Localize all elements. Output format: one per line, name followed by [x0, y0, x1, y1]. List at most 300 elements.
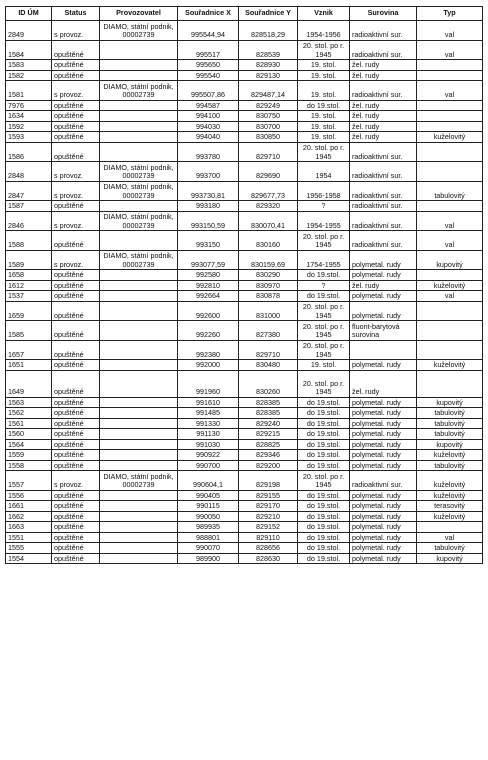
cell-y: 829130 [239, 70, 298, 81]
cell-typ: tabulovitý [417, 181, 483, 201]
cell-provozovatel [100, 511, 178, 522]
cell-x: 990070 [178, 543, 239, 554]
cell-id: 1589 [6, 250, 52, 270]
cell-provozovatel: DIAMO, státní podnik, 00002739 [100, 471, 178, 491]
cell-x: 992000 [178, 360, 239, 371]
cell-status: opuštěné [52, 60, 100, 71]
cell-status: opuštěné [52, 121, 100, 132]
cell-surovina: polymetal. rudy [350, 501, 417, 512]
cell-vznik: 20. stol. po r. 1945 [298, 142, 350, 162]
table-row [6, 321, 483, 341]
cell-id: 1659 [6, 301, 52, 321]
cell-surovina: žel. rudy [350, 132, 417, 143]
cell-provozovatel [100, 450, 178, 461]
cell-id: 1661 [6, 501, 52, 512]
cell-provozovatel [100, 280, 178, 291]
cell-status: opuštěné [52, 522, 100, 533]
cell-y: 829215 [239, 429, 298, 440]
cell-provozovatel [100, 301, 178, 321]
cell-vznik: 20. stol. po r. 1945 [298, 40, 350, 60]
cell-y: 830290 [239, 270, 298, 281]
cell-vznik: 20. stol. po r. 1945 [298, 321, 350, 341]
cell-id: 1563 [6, 397, 52, 408]
cell-typ: kuželovitý [417, 450, 483, 461]
cell-vznik: 20. stol. po r. 1945 [298, 340, 350, 360]
table-row [6, 301, 483, 321]
cell-status: opuštěné [52, 301, 100, 321]
cell-vznik: ? [298, 201, 350, 212]
cell-typ: val [417, 291, 483, 302]
cell-y: 830480 [239, 360, 298, 371]
header-id: ID ÚM [6, 7, 52, 21]
cell-y: 830159,69 [239, 250, 298, 270]
cell-y: 828385 [239, 397, 298, 408]
cell-x: 990050 [178, 511, 239, 522]
cell-surovina: polymetal. rudy [350, 553, 417, 564]
cell-provozovatel [100, 501, 178, 512]
cell-status: s provoz. [52, 471, 100, 491]
table-row [6, 21, 483, 41]
cell-y: 829198 [239, 471, 298, 491]
cell-x: 990405 [178, 490, 239, 501]
cell-status: opuštěné [52, 543, 100, 554]
cell-surovina: radioaktivní sur. [350, 142, 417, 162]
cell-vznik: do 19.stol. [298, 100, 350, 111]
cell-x: 993150,59 [178, 211, 239, 231]
cell-id: 1558 [6, 460, 52, 471]
cell-id: 7976 [6, 100, 52, 111]
cell-status: opuštěné [52, 553, 100, 564]
header-provozovatel: Provozovatel [100, 7, 178, 21]
cell-y: 830878 [239, 291, 298, 302]
table-row [6, 181, 483, 201]
cell-y: 830260 [239, 370, 298, 397]
cell-x: 991130 [178, 429, 239, 440]
cell-y: 829200 [239, 460, 298, 471]
table-row [6, 511, 483, 522]
cell-id: 1537 [6, 291, 52, 302]
cell-typ: terasovitý [417, 501, 483, 512]
cell-x: 991610 [178, 397, 239, 408]
cell-surovina: žel. rudy [350, 100, 417, 111]
cell-y: 830070,41 [239, 211, 298, 231]
cell-vznik: 20. stol. po r. 1945 [298, 231, 350, 251]
cell-surovina: polymetal. rudy [350, 397, 417, 408]
cell-surovina: polymetal. rudy [350, 291, 417, 302]
cell-provozovatel [100, 532, 178, 543]
cell-status: opuštěné [52, 490, 100, 501]
cell-provozovatel [100, 121, 178, 132]
cell-status: opuštěné [52, 40, 100, 60]
cell-y: 829710 [239, 340, 298, 360]
heap-table [5, 6, 483, 564]
cell-y: 829710 [239, 142, 298, 162]
table-row [6, 100, 483, 111]
cell-typ: val [417, 21, 483, 41]
cell-x: 990922 [178, 450, 239, 461]
cell-typ: tabulovitý [417, 460, 483, 471]
cell-vznik: 20. stol. po r. 1945 [298, 301, 350, 321]
header-x: Souřadnice X [178, 7, 239, 21]
cell-vznik: do 19.stol. [298, 450, 350, 461]
cell-typ: kuželovitý [417, 280, 483, 291]
cell-surovina: polymetal. rudy [350, 450, 417, 461]
table-row [6, 40, 483, 60]
cell-vznik: 19. stol. [298, 132, 350, 143]
cell-id: 1586 [6, 142, 52, 162]
cell-typ [417, 100, 483, 111]
cell-typ: kupovitý [417, 250, 483, 270]
cell-provozovatel [100, 397, 178, 408]
cell-surovina: polymetal. rudy [350, 270, 417, 281]
cell-id: 1556 [6, 490, 52, 501]
cell-surovina: radioaktivní sur. [350, 21, 417, 41]
cell-id: 1582 [6, 70, 52, 81]
cell-provozovatel [100, 340, 178, 360]
cell-surovina: polymetal. rudy [350, 543, 417, 554]
cell-typ [417, 270, 483, 281]
cell-y: 829152 [239, 522, 298, 533]
cell-id: 1658 [6, 270, 52, 281]
cell-status: opuštěné [52, 501, 100, 512]
table-row [6, 408, 483, 419]
table-row [6, 111, 483, 122]
cell-vznik: 19. stol. [298, 70, 350, 81]
cell-provozovatel: DIAMO, státní podnik, 00002739 [100, 81, 178, 101]
cell-id: 1562 [6, 408, 52, 419]
cell-surovina: radioaktivní sur. [350, 40, 417, 60]
cell-provozovatel [100, 360, 178, 371]
cell-x: 993780 [178, 142, 239, 162]
cell-vznik: do 19.stol. [298, 270, 350, 281]
cell-y: 829170 [239, 501, 298, 512]
cell-x: 989935 [178, 522, 239, 533]
cell-typ: tabulovitý [417, 429, 483, 440]
cell-surovina: radioaktivní sur. [350, 181, 417, 201]
cell-provozovatel: DIAMO, státní podnik, 00002739 [100, 181, 178, 201]
table-row [6, 211, 483, 231]
cell-vznik: 19. stol. [298, 121, 350, 132]
cell-id: 1561 [6, 418, 52, 429]
cell-provozovatel [100, 439, 178, 450]
cell-status: opuštěné [52, 132, 100, 143]
cell-provozovatel [100, 429, 178, 440]
cell-vznik: do 19.stol. [298, 543, 350, 554]
cell-y: 828930 [239, 60, 298, 71]
cell-id: 1585 [6, 321, 52, 341]
cell-status: opuštěné [52, 270, 100, 281]
cell-provozovatel: DIAMO, státní podnik, 00002739 [100, 21, 178, 41]
cell-provozovatel [100, 100, 178, 111]
cell-surovina: radioaktivní sur. [350, 201, 417, 212]
cell-id: 1584 [6, 40, 52, 60]
cell-vznik: do 19.stol. [298, 501, 350, 512]
cell-typ [417, 142, 483, 162]
cell-surovina: polymetal. rudy [350, 250, 417, 270]
table-row [6, 81, 483, 101]
cell-y: 830850 [239, 132, 298, 143]
cell-vznik: do 19.stol. [298, 439, 350, 450]
cell-provozovatel [100, 321, 178, 341]
cell-y: 829346 [239, 450, 298, 461]
table-body [6, 21, 483, 564]
cell-typ [417, 301, 483, 321]
cell-typ: tabulovitý [417, 408, 483, 419]
cell-provozovatel [100, 522, 178, 533]
cell-y: 831000 [239, 301, 298, 321]
cell-typ: kuželovitý [417, 471, 483, 491]
cell-status: opuštěné [52, 291, 100, 302]
cell-status: opuštěné [52, 532, 100, 543]
table-row [6, 340, 483, 360]
cell-y: 828539 [239, 40, 298, 60]
cell-id: 1551 [6, 532, 52, 543]
cell-vznik: 19. stol. [298, 60, 350, 71]
cell-vznik: 1956-1958 [298, 181, 350, 201]
cell-surovina: polymetal. rudy [350, 408, 417, 419]
cell-status: opuštěné [52, 280, 100, 291]
cell-x: 991485 [178, 408, 239, 419]
cell-vznik: do 19.stol. [298, 522, 350, 533]
cell-surovina: žel. rudy [350, 280, 417, 291]
cell-typ [417, 121, 483, 132]
cell-y: 829210 [239, 511, 298, 522]
table-row [6, 429, 483, 440]
cell-id: 1555 [6, 543, 52, 554]
table-row [6, 121, 483, 132]
cell-id: 1560 [6, 429, 52, 440]
cell-surovina: polymetal. rudy [350, 511, 417, 522]
cell-status: opuštěné [52, 70, 100, 81]
cell-x: 992580 [178, 270, 239, 281]
cell-y: 828518,29 [239, 21, 298, 41]
cell-id: 1649 [6, 370, 52, 397]
cell-vznik: do 19.stol. [298, 532, 350, 543]
cell-status: opuštěné [52, 450, 100, 461]
table-row [6, 439, 483, 450]
cell-x: 991960 [178, 370, 239, 397]
cell-y: 829677,73 [239, 181, 298, 201]
cell-provozovatel [100, 201, 178, 212]
table-row [6, 60, 483, 71]
cell-vznik: 20. stol. po r. 1945 [298, 471, 350, 491]
table-row [6, 291, 483, 302]
cell-status: opuštěné [52, 429, 100, 440]
cell-surovina: polymetal. rudy [350, 360, 417, 371]
cell-x: 993077,59 [178, 250, 239, 270]
cell-status: opuštěné [52, 321, 100, 341]
cell-x: 992260 [178, 321, 239, 341]
cell-surovina: radioaktivní sur. [350, 211, 417, 231]
cell-typ: val [417, 231, 483, 251]
cell-id: 1634 [6, 111, 52, 122]
table-row [6, 543, 483, 554]
cell-typ [417, 70, 483, 81]
cell-status: opuštěné [52, 418, 100, 429]
cell-status: opuštěné [52, 142, 100, 162]
cell-x: 993700 [178, 162, 239, 182]
cell-typ: val [417, 532, 483, 543]
cell-status: opuštěné [52, 439, 100, 450]
table-row [6, 270, 483, 281]
cell-id: 2848 [6, 162, 52, 182]
cell-surovina: polymetal. rudy [350, 418, 417, 429]
table-row [6, 450, 483, 461]
cell-vznik: 19. stol. [298, 81, 350, 101]
cell-x: 992810 [178, 280, 239, 291]
cell-typ: kuželovitý [417, 132, 483, 143]
table-row [6, 522, 483, 533]
cell-provozovatel [100, 142, 178, 162]
table-row [6, 280, 483, 291]
cell-x: 992600 [178, 301, 239, 321]
cell-status: s provoz. [52, 250, 100, 270]
cell-y: 830970 [239, 280, 298, 291]
cell-id: 1588 [6, 231, 52, 251]
cell-id: 2849 [6, 21, 52, 41]
cell-id: 1612 [6, 280, 52, 291]
cell-id: 1662 [6, 511, 52, 522]
cell-provozovatel [100, 60, 178, 71]
cell-x: 995540 [178, 70, 239, 81]
cell-typ [417, 340, 483, 360]
table-row [6, 397, 483, 408]
cell-vznik: do 19.stol. [298, 408, 350, 419]
cell-status: opuštěné [52, 360, 100, 371]
cell-id: 2847 [6, 181, 52, 201]
table-row [6, 142, 483, 162]
cell-status: opuštěné [52, 511, 100, 522]
cell-x: 994100 [178, 111, 239, 122]
cell-surovina: žel. rudy [350, 121, 417, 132]
cell-y: 829155 [239, 490, 298, 501]
cell-typ: val [417, 211, 483, 231]
cell-x: 993180 [178, 201, 239, 212]
cell-provozovatel [100, 70, 178, 81]
cell-y: 829249 [239, 100, 298, 111]
table-row [6, 490, 483, 501]
cell-typ: val [417, 40, 483, 60]
cell-x: 995544,94 [178, 21, 239, 41]
header-vznik: Vznik [298, 7, 350, 21]
table-row [6, 460, 483, 471]
cell-id: 1651 [6, 360, 52, 371]
cell-vznik: 1754-1955 [298, 250, 350, 270]
cell-y: 830160 [239, 231, 298, 251]
table-row [6, 250, 483, 270]
cell-typ: tabulovitý [417, 543, 483, 554]
cell-provozovatel: DIAMO, státní podnik, 00002739 [100, 250, 178, 270]
cell-x: 991030 [178, 439, 239, 450]
cell-x: 992664 [178, 291, 239, 302]
cell-vznik: do 19.stol. [298, 429, 350, 440]
cell-provozovatel [100, 553, 178, 564]
cell-id: 1587 [6, 201, 52, 212]
cell-y: 829320 [239, 201, 298, 212]
cell-status: s provoz. [52, 181, 100, 201]
cell-provozovatel [100, 270, 178, 281]
cell-status: opuštěné [52, 340, 100, 360]
cell-id: 1583 [6, 60, 52, 71]
cell-y: 827380 [239, 321, 298, 341]
cell-x: 990604,1 [178, 471, 239, 491]
cell-surovina: radioaktivní sur. [350, 471, 417, 491]
cell-surovina: fluorit-barytová surovina [350, 321, 417, 341]
cell-vznik: do 19.stol. [298, 460, 350, 471]
table-row [6, 70, 483, 81]
cell-id: 1593 [6, 132, 52, 143]
cell-id: 1559 [6, 450, 52, 461]
cell-vznik: 19. stol. [298, 360, 350, 371]
cell-status: s provoz. [52, 211, 100, 231]
table-row [6, 162, 483, 182]
cell-id: 2846 [6, 211, 52, 231]
cell-typ: kupovitý [417, 397, 483, 408]
cell-vznik: 1954-1956 [298, 21, 350, 41]
cell-status: opuštěné [52, 397, 100, 408]
cell-typ: val [417, 81, 483, 101]
cell-id: 1564 [6, 439, 52, 450]
cell-provozovatel [100, 40, 178, 60]
cell-vznik: do 19.stol. [298, 490, 350, 501]
cell-surovina: polymetal. rudy [350, 522, 417, 533]
table-row [6, 201, 483, 212]
cell-x: 994587 [178, 100, 239, 111]
cell-status: s provoz. [52, 162, 100, 182]
cell-y: 829487,14 [239, 81, 298, 101]
cell-provozovatel: DIAMO, státní podnik, 00002739 [100, 162, 178, 182]
cell-id: 1657 [6, 340, 52, 360]
cell-status: opuštěné [52, 111, 100, 122]
table-row [6, 501, 483, 512]
cell-x: 993730,81 [178, 181, 239, 201]
cell-id: 1663 [6, 522, 52, 533]
cell-surovina: polymetal. rudy [350, 490, 417, 501]
cell-typ [417, 60, 483, 71]
cell-provozovatel [100, 291, 178, 302]
cell-provozovatel: DIAMO, státní podnik, 00002739 [100, 211, 178, 231]
table-row [6, 553, 483, 564]
cell-y: 828630 [239, 553, 298, 564]
cell-typ [417, 321, 483, 341]
cell-surovina: žel. rudy [350, 111, 417, 122]
cell-y: 828656 [239, 543, 298, 554]
cell-provozovatel [100, 111, 178, 122]
header-status: Status [52, 7, 100, 21]
header-row [6, 7, 483, 21]
header-y: Souřadnice Y [239, 7, 298, 21]
document-page [5, 6, 483, 564]
cell-surovina: žel. rudy [350, 370, 417, 397]
cell-x: 990700 [178, 460, 239, 471]
cell-typ [417, 370, 483, 397]
cell-x: 995517 [178, 40, 239, 60]
cell-typ [417, 111, 483, 122]
cell-provozovatel [100, 460, 178, 471]
cell-status: opuštěné [52, 100, 100, 111]
cell-provozovatel [100, 490, 178, 501]
cell-status: opuštěné [52, 231, 100, 251]
cell-vznik: ? [298, 280, 350, 291]
cell-y: 830750 [239, 111, 298, 122]
cell-surovina [350, 340, 417, 360]
cell-surovina: radioaktivní sur. [350, 81, 417, 101]
cell-y: 829110 [239, 532, 298, 543]
cell-provozovatel [100, 231, 178, 251]
cell-x: 990115 [178, 501, 239, 512]
cell-id: 1554 [6, 553, 52, 564]
cell-surovina: polymetal. rudy [350, 301, 417, 321]
